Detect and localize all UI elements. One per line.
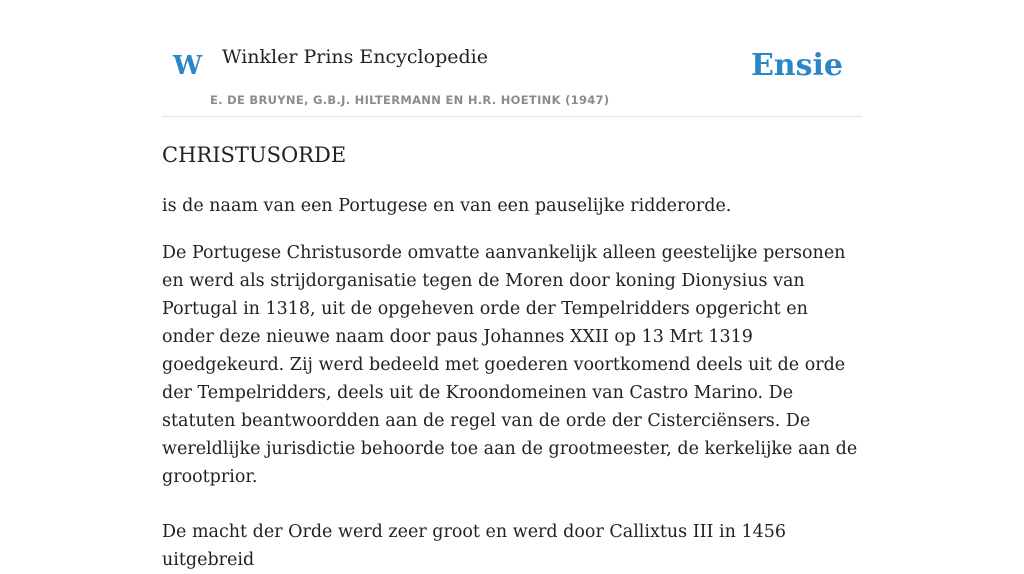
ensie-brand-logo[interactable]: Ensie [750, 48, 843, 83]
article-paragraph-history: De Portugese Christusorde omvatte aanvankelijk alleen geestelijke personen en werd als strijdorganisatie tegen de Moren door koning Dionysius van Portugal in 1318, uit de opgeheven orde der Tempelridders opgericht en onder deze nieuwe naam door paus Johannes XXII op 13 Mrt 1319 goedgekeurd. Zij werd bedeeld met goederen voortkomend deels uit de orde der Tempelridders, deels uit de Kroondomeinen van Castro Marino. De statuten beantwoordden aan de regel van de orde der Cisterciënsers. De wereldlijke jurisdictie behoorde toe aan de grootmeester, de kerkelijke aan de grootprior. [162, 243, 858, 487]
winkler-prins-logo-icon[interactable]: W [173, 51, 203, 81]
site-header [162, 0, 862, 117]
source-title[interactable]: Winkler Prins Encyclopedie [222, 46, 488, 68]
source-authors: E. DE BRUYNE, G.B.J. HILTERMANN EN H.R. HOETINK (1947) [210, 93, 610, 107]
article-body [162, 138, 862, 574]
article-paragraph-continued: De macht der Orde werd zeer groot en werd door Callixtus III in 1456 uitgebreid [162, 522, 786, 570]
article-paragraph-intro: is de naam van een Portugese en van een pauselijke ridderorde. [162, 196, 732, 216]
article-title: CHRISTUSORDE [162, 143, 347, 167]
